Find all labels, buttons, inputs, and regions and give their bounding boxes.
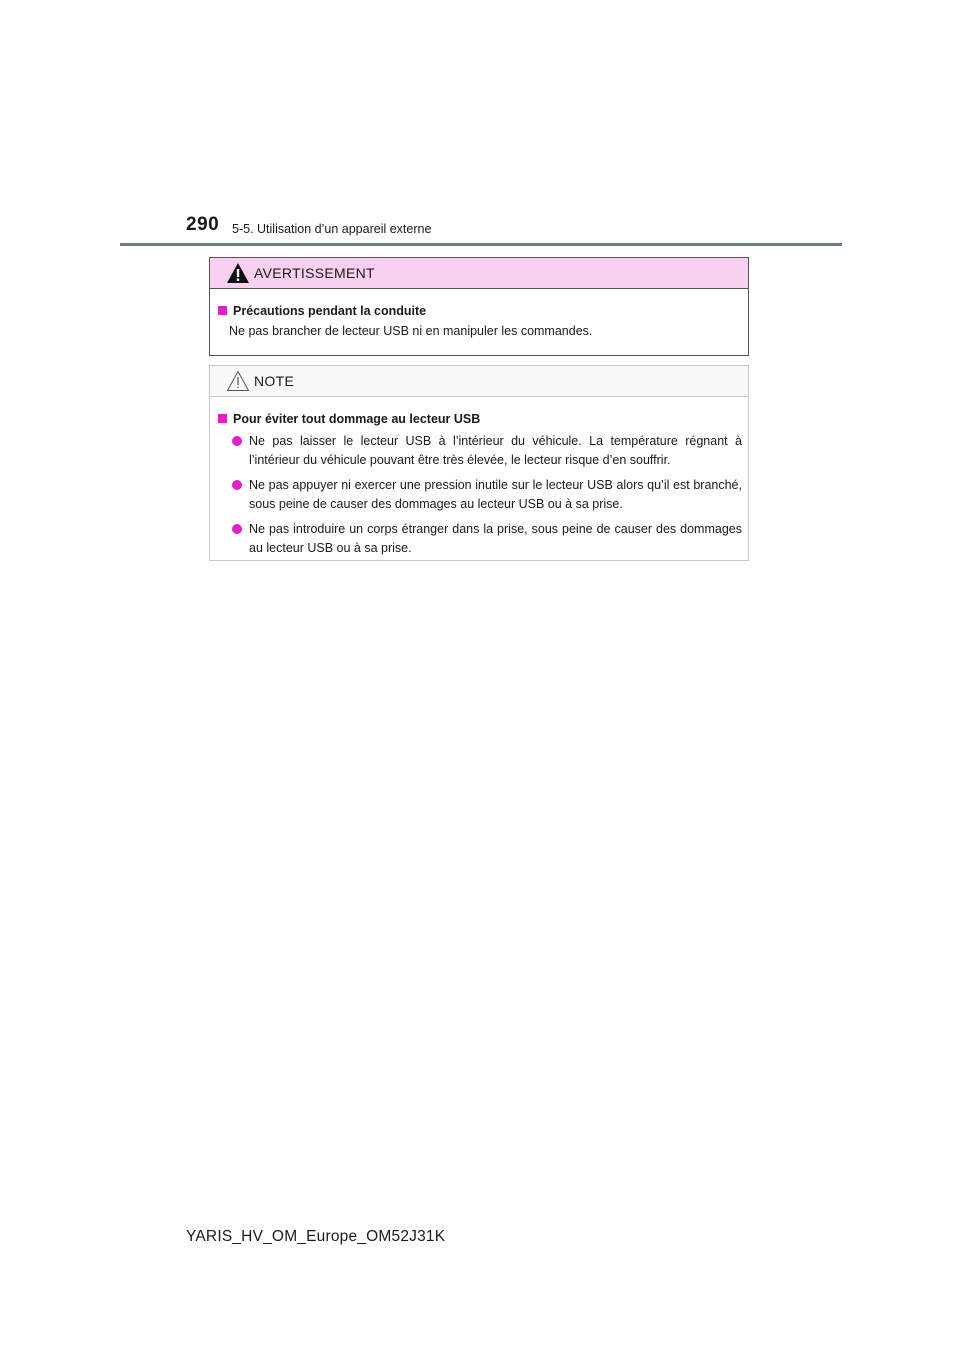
note-header <box>210 366 748 397</box>
note-heading <box>218 410 742 428</box>
warning-label: AVERTISSEMENT <box>254 265 375 281</box>
note-bullet-text: Ne pas introduire un corps étranger dans la prise, sous peine de causer des dommages au lecteur USB ou à sa prise. <box>249 522 742 555</box>
header-rule <box>120 243 842 246</box>
note-bullet-text: Ne pas laisser le lecteur USB à l’intérieur du véhicule. La température régnant à l’intérieur du véhicule pouvant être très élevée, le lecteur risque d’en souffrir. <box>249 434 742 467</box>
section-title: 5-5. Utilisation d’un appareil externe <box>232 222 432 236</box>
warning-heading-text: Précautions pendant la conduite <box>233 304 427 318</box>
square-bullet-icon <box>218 414 227 423</box>
round-bullet-icon <box>232 436 242 446</box>
note-label: NOTE <box>254 373 295 389</box>
warning-header <box>210 258 748 289</box>
round-bullet-icon <box>232 480 242 490</box>
warning-heading <box>218 302 742 320</box>
note-box <box>209 365 749 561</box>
page-number: 290 <box>186 214 220 235</box>
warning-box <box>209 257 749 356</box>
warning-text: Ne pas brancher de lecteur USB ni en manipuler les commandes. <box>229 324 593 338</box>
note-bullet-text: Ne pas appuyer ni exercer une pression inutile sur le lecteur USB alors qu’il est branché, sous peine de causer des dommages au lecteur USB ou à sa prise. <box>249 478 742 511</box>
square-bullet-icon <box>218 306 227 315</box>
caution-triangle-icon <box>226 370 250 392</box>
round-bullet-icon <box>232 524 242 534</box>
note-heading-text: Pour éviter tout dommage au lecteur USB <box>233 412 481 426</box>
note-bullet <box>218 520 742 558</box>
footer-doc-code: YARIS_HV_OM_Europe_OM52J31K <box>186 1228 446 1245</box>
note-bullet <box>218 476 742 514</box>
warning-triangle-icon <box>226 262 250 284</box>
note-bullet <box>218 432 742 470</box>
